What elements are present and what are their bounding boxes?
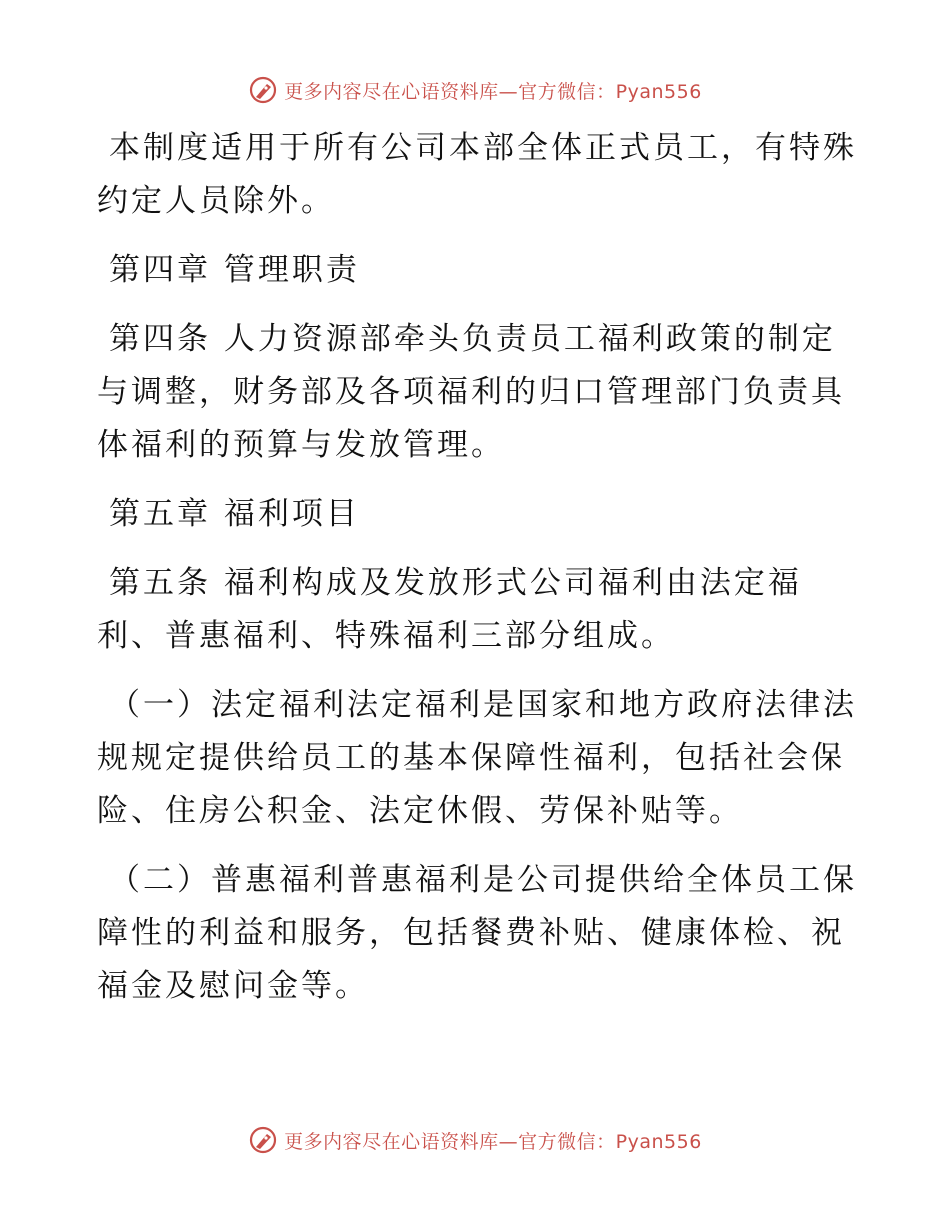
header-watermark: [0, 73, 950, 107]
paragraph-scope: 本制度适用于所有公司本部全体正式员工，有特殊约定人员除外。: [97, 130, 857, 219]
chapter-4-heading: 第四章 管理职责: [109, 252, 360, 288]
chapter-5-heading: 第五章 福利项目: [109, 496, 360, 532]
footer-watermark: [0, 1123, 950, 1157]
watermark-text: 更多内容尽在心语资料库—官方微信：Pyan556: [284, 1130, 702, 1153]
article-5: 第五条 福利构成及发放形式公司福利由法定福利、普惠福利、特殊福利三部分组成。: [97, 565, 802, 654]
document-body: [97, 122, 857, 1029]
general-benefits-item: （二）普惠福利普惠福利是公司提供给全体员工保障性的利益和服务，包括餐费补贴、健康体检、祝福金及慰问金等。: [97, 862, 857, 1004]
article-4: 第四条 人力资源部牵头负责员工福利政策的制定与调整，财务部及各项福利的归口管理部门负责具体福利的预算与发放管理。: [97, 321, 845, 463]
pen-nib-logo-icon: [248, 1125, 278, 1155]
statutory-benefits-item: （一）法定福利法定福利是国家和地方政府法律法规规定提供给员工的基本保障性福利，包括社会保险、住房公积金、法定休假、劳保补贴等。: [97, 687, 857, 829]
watermark-text: 更多内容尽在心语资料库—官方微信：Pyan556: [284, 80, 702, 103]
pen-nib-logo-icon: [248, 75, 278, 105]
